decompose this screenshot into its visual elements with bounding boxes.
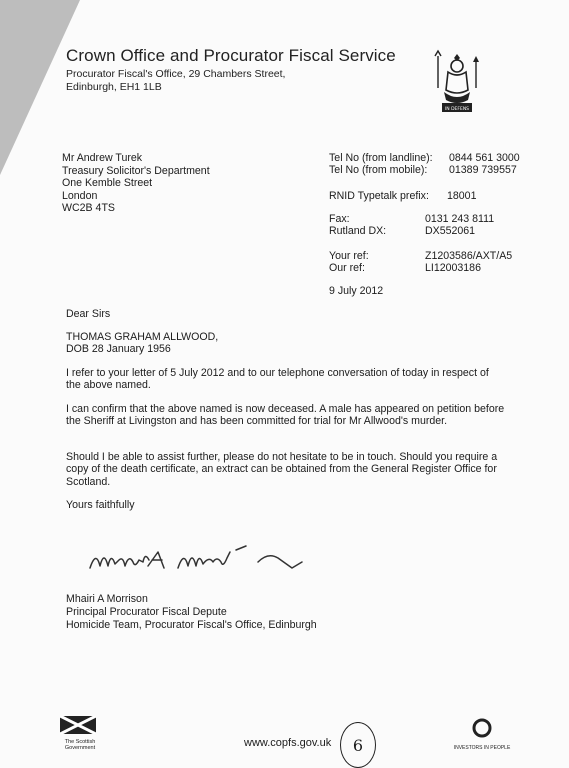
paragraph-1: I refer to your letter of 5 July 2012 and to our telephone conversation of today in respect of the above named. bbox=[66, 367, 489, 392]
signatory-title: Principal Procurator Fiscal Depute bbox=[66, 606, 227, 618]
your-ref-value: Z1203586/AXT/A5 bbox=[425, 250, 513, 262]
tel-landline-value: 0844 561 3000 bbox=[449, 152, 520, 164]
recipient-line: London bbox=[62, 189, 98, 202]
paragraph-2: I can confirm that the above named is now deceased. A male has appeared on petition before the Sheriff at Livingston and has been committed for trial for Mr Allwood's murder. bbox=[66, 403, 505, 428]
subject-dob: DOB 28 January 1956 bbox=[66, 343, 171, 355]
typetalk-value: 18001 bbox=[447, 190, 477, 202]
handwritten-signature bbox=[86, 538, 326, 578]
dx-row bbox=[329, 225, 476, 238]
salutation: Dear Sirs bbox=[66, 308, 111, 320]
typetalk-row bbox=[329, 190, 477, 203]
our-ref-value: LI12003186 bbox=[425, 262, 481, 274]
signatory-team: Homicide Team, Procurator Fiscal's Office, Edinburgh bbox=[66, 619, 317, 631]
iip-ring-icon bbox=[470, 716, 494, 740]
crest-motto: IN DEFENS bbox=[444, 107, 470, 112]
our-ref-row bbox=[329, 262, 481, 275]
investors-in-people-logo bbox=[452, 716, 512, 751]
fax-value: 0131 243 8111 bbox=[425, 213, 495, 225]
recipient-line: Treasury Solicitor's Department bbox=[62, 164, 210, 177]
fax-label: Fax: bbox=[329, 213, 350, 225]
org-name: Crown Office and Procurator Fiscal Service bbox=[66, 46, 396, 65]
crest-logo bbox=[428, 48, 486, 116]
recipient-line: WC2B 4TS bbox=[62, 202, 115, 215]
subject-name: THOMAS GRAHAM ALLWOOD, bbox=[66, 331, 219, 343]
header-address-line1: Procurator Fiscal's Office, 29 Chambers Street, bbox=[66, 68, 286, 80]
gov-logo-label: The Scottish Government bbox=[64, 739, 96, 751]
our-ref-label: Our ref: bbox=[329, 262, 365, 274]
paragraph-3: Should I be able to assist further, please do not hesitate to be in touch. Should you require a copy of the death certificate, an extract can be obtained from the General Register Office for Scotland. bbox=[66, 451, 498, 488]
typetalk-label: RNID Typetalk prefix: bbox=[329, 190, 429, 202]
footer-website: www.copfs.gov.uk bbox=[244, 737, 332, 749]
tel-mobile-row bbox=[329, 164, 517, 177]
handwritten-page-number: 6 bbox=[340, 722, 376, 768]
dx-label: Rutland DX: bbox=[329, 225, 387, 237]
tel-mobile-label: Tel No (from mobile): bbox=[329, 164, 428, 176]
iip-logo-label: INVESTORS IN PEOPLE bbox=[453, 745, 511, 751]
tel-landline-label: Tel No (from landline): bbox=[329, 152, 433, 164]
scottish-government-logo bbox=[60, 716, 100, 751]
tel-mobile-value: 01389 739557 bbox=[449, 164, 517, 176]
recipient-line: One Kemble Street bbox=[62, 177, 153, 190]
tel-landline-row bbox=[329, 152, 520, 165]
your-ref-label: Your ref: bbox=[329, 250, 369, 262]
recipient-line: Mr Andrew Turek bbox=[62, 152, 143, 164]
signatory-name: Mhairi A Morrison bbox=[66, 593, 148, 605]
header-address-line2: Edinburgh, EH1 1LB bbox=[66, 81, 162, 93]
recipient-address bbox=[62, 152, 210, 215]
saltire-flag-icon bbox=[60, 716, 96, 734]
fax-row bbox=[329, 213, 495, 226]
your-ref-row bbox=[329, 250, 513, 263]
letter-date: 9 July 2012 bbox=[329, 285, 384, 297]
dx-value: DX552061 bbox=[425, 225, 476, 237]
closing: Yours faithfully bbox=[66, 499, 135, 511]
